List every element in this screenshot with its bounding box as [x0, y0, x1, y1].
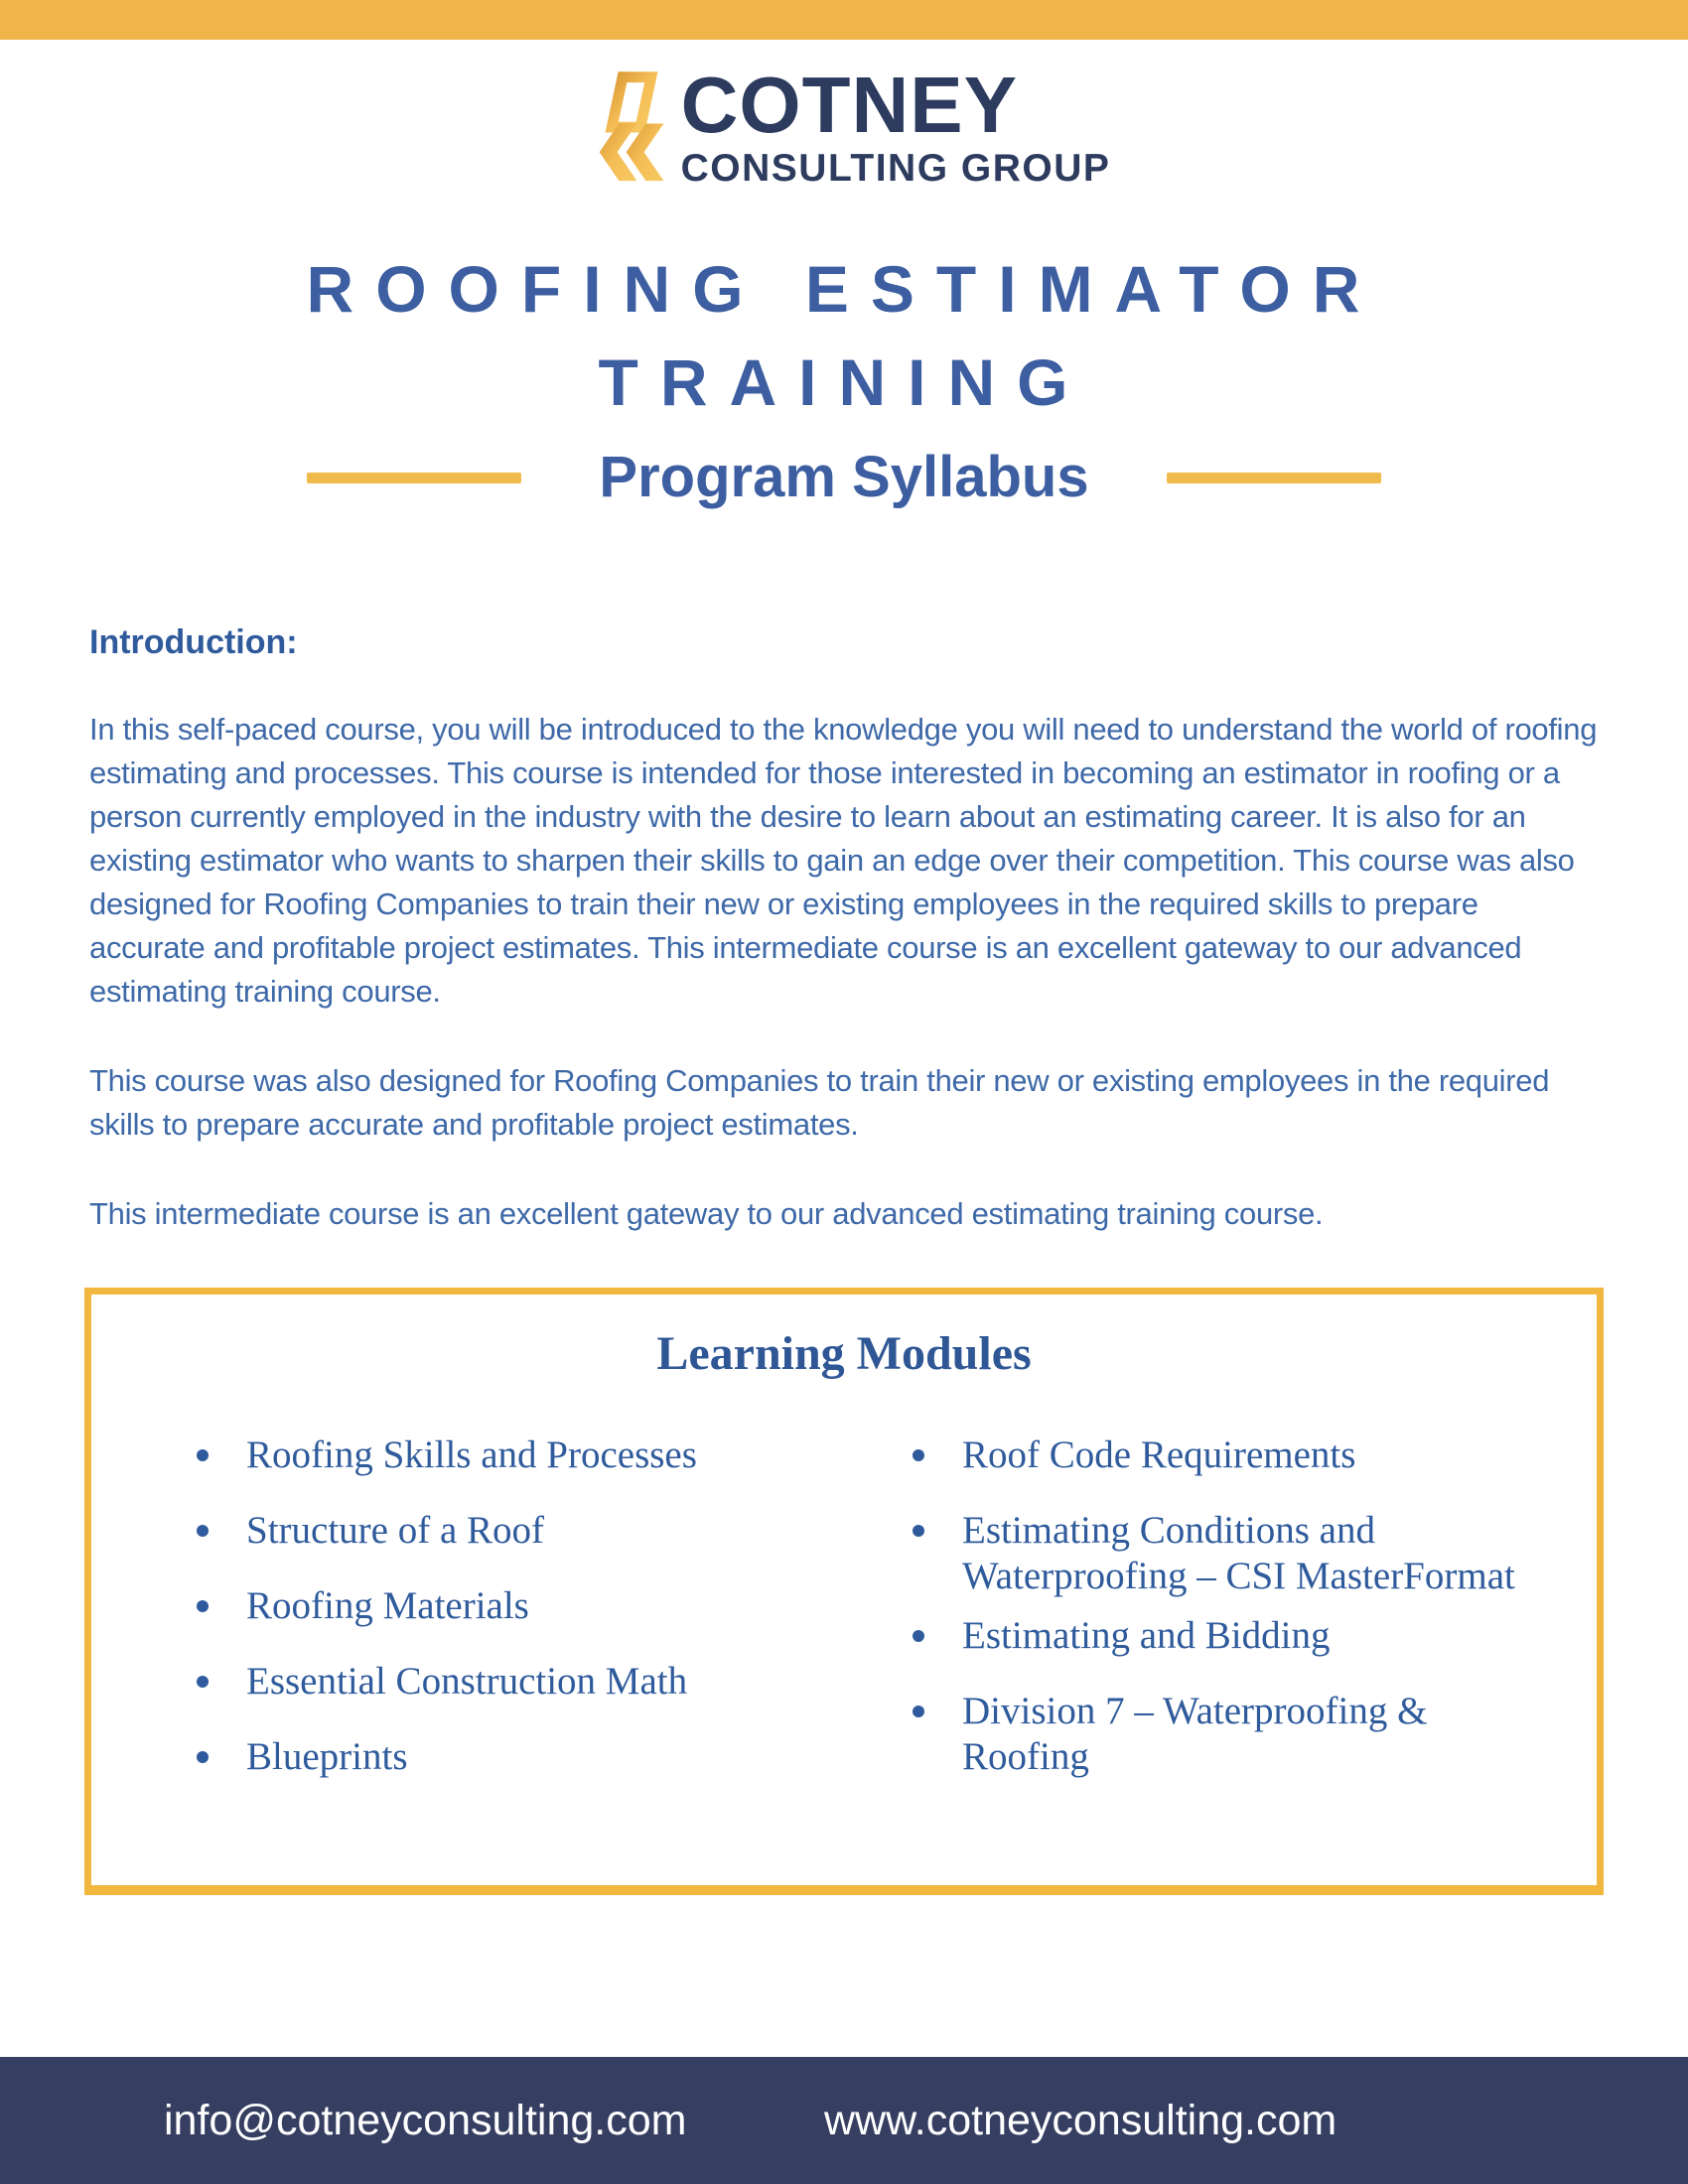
- learning-modules-heading: Learning Modules: [656, 1327, 1032, 1380]
- page-title-line1: ROOFING ESTIMATOR: [306, 252, 1382, 326]
- logo-brand-text: COTNEY: [680, 61, 1018, 149]
- top-accent-bar: [0, 0, 1688, 40]
- footer-website-text: www.cotneyconsulting.com: [824, 2096, 1337, 2144]
- learning-modules-columns: [139, 1433, 1549, 1810]
- introduction-paragraph: This course was also designed for Roofing Companies to train their new or existing employees in the required skills to prepare accurate and profitable project estimates.: [89, 1063, 1550, 1142]
- subtitle-right-rule: [1167, 473, 1381, 483]
- module-item: Blueprints: [189, 1734, 829, 1780]
- subtitle-row: [0, 443, 1688, 512]
- module-item: Division 7 – Waterproofing & Roofing: [905, 1689, 1549, 1780]
- module-item: Roofing Materials: [189, 1583, 829, 1629]
- company-logo: [0, 61, 1688, 191]
- document-body: [0, 623, 1688, 1895]
- module-item: Structure of a Roof: [189, 1508, 829, 1554]
- cotney-chevron-icon: [578, 69, 667, 187]
- page-title-line2: TRAINING: [598, 345, 1090, 419]
- learning-modules-right-column: [859, 1433, 1549, 1810]
- footer-email-text: info@cotneyconsulting.com: [164, 2096, 687, 2144]
- learning-modules-box: [84, 1288, 1604, 1895]
- module-item: Essential Construction Math: [189, 1659, 829, 1705]
- subtitle-left-rule: [307, 473, 521, 483]
- learning-modules-left-column: [139, 1433, 829, 1810]
- subtitle-text: Program Syllabus: [599, 445, 1089, 509]
- footer: [0, 2057, 1688, 2184]
- module-item: Estimating Conditions and Waterproofing – CSI MasterFormat: [905, 1508, 1549, 1599]
- page-title: [0, 242, 1688, 429]
- introduction-paragraph: This intermediate course is an excellent gateway to our advanced estimating training course.: [89, 1196, 1324, 1231]
- module-item: Roof Code Requirements: [905, 1433, 1549, 1478]
- introduction-heading: Introduction:: [89, 623, 298, 661]
- module-item: Estimating and Bidding: [905, 1613, 1549, 1659]
- module-item: Roofing Skills and Processes: [189, 1433, 829, 1478]
- introduction-paragraph: In this self-paced course, you will be introduced to the knowledge you will need to understand the world of roofing estimating and processes. This course is intended for those interested in becoming an estimator in roofing or a person currently employed in the industry with the desire to learn about an estimating career. It is also for an existing estimator who wants to sharpen their skills to gain an edge over their competition. This course was also designed for Roofing Companies to train their new or existing employees in the required skills to prepare accurate and profitable project estimates. This intermediate course is an excellent gateway to our advanced estimating training course.: [89, 712, 1598, 1009]
- logo-tagline-text: CONSULTING GROUP: [680, 147, 1111, 190]
